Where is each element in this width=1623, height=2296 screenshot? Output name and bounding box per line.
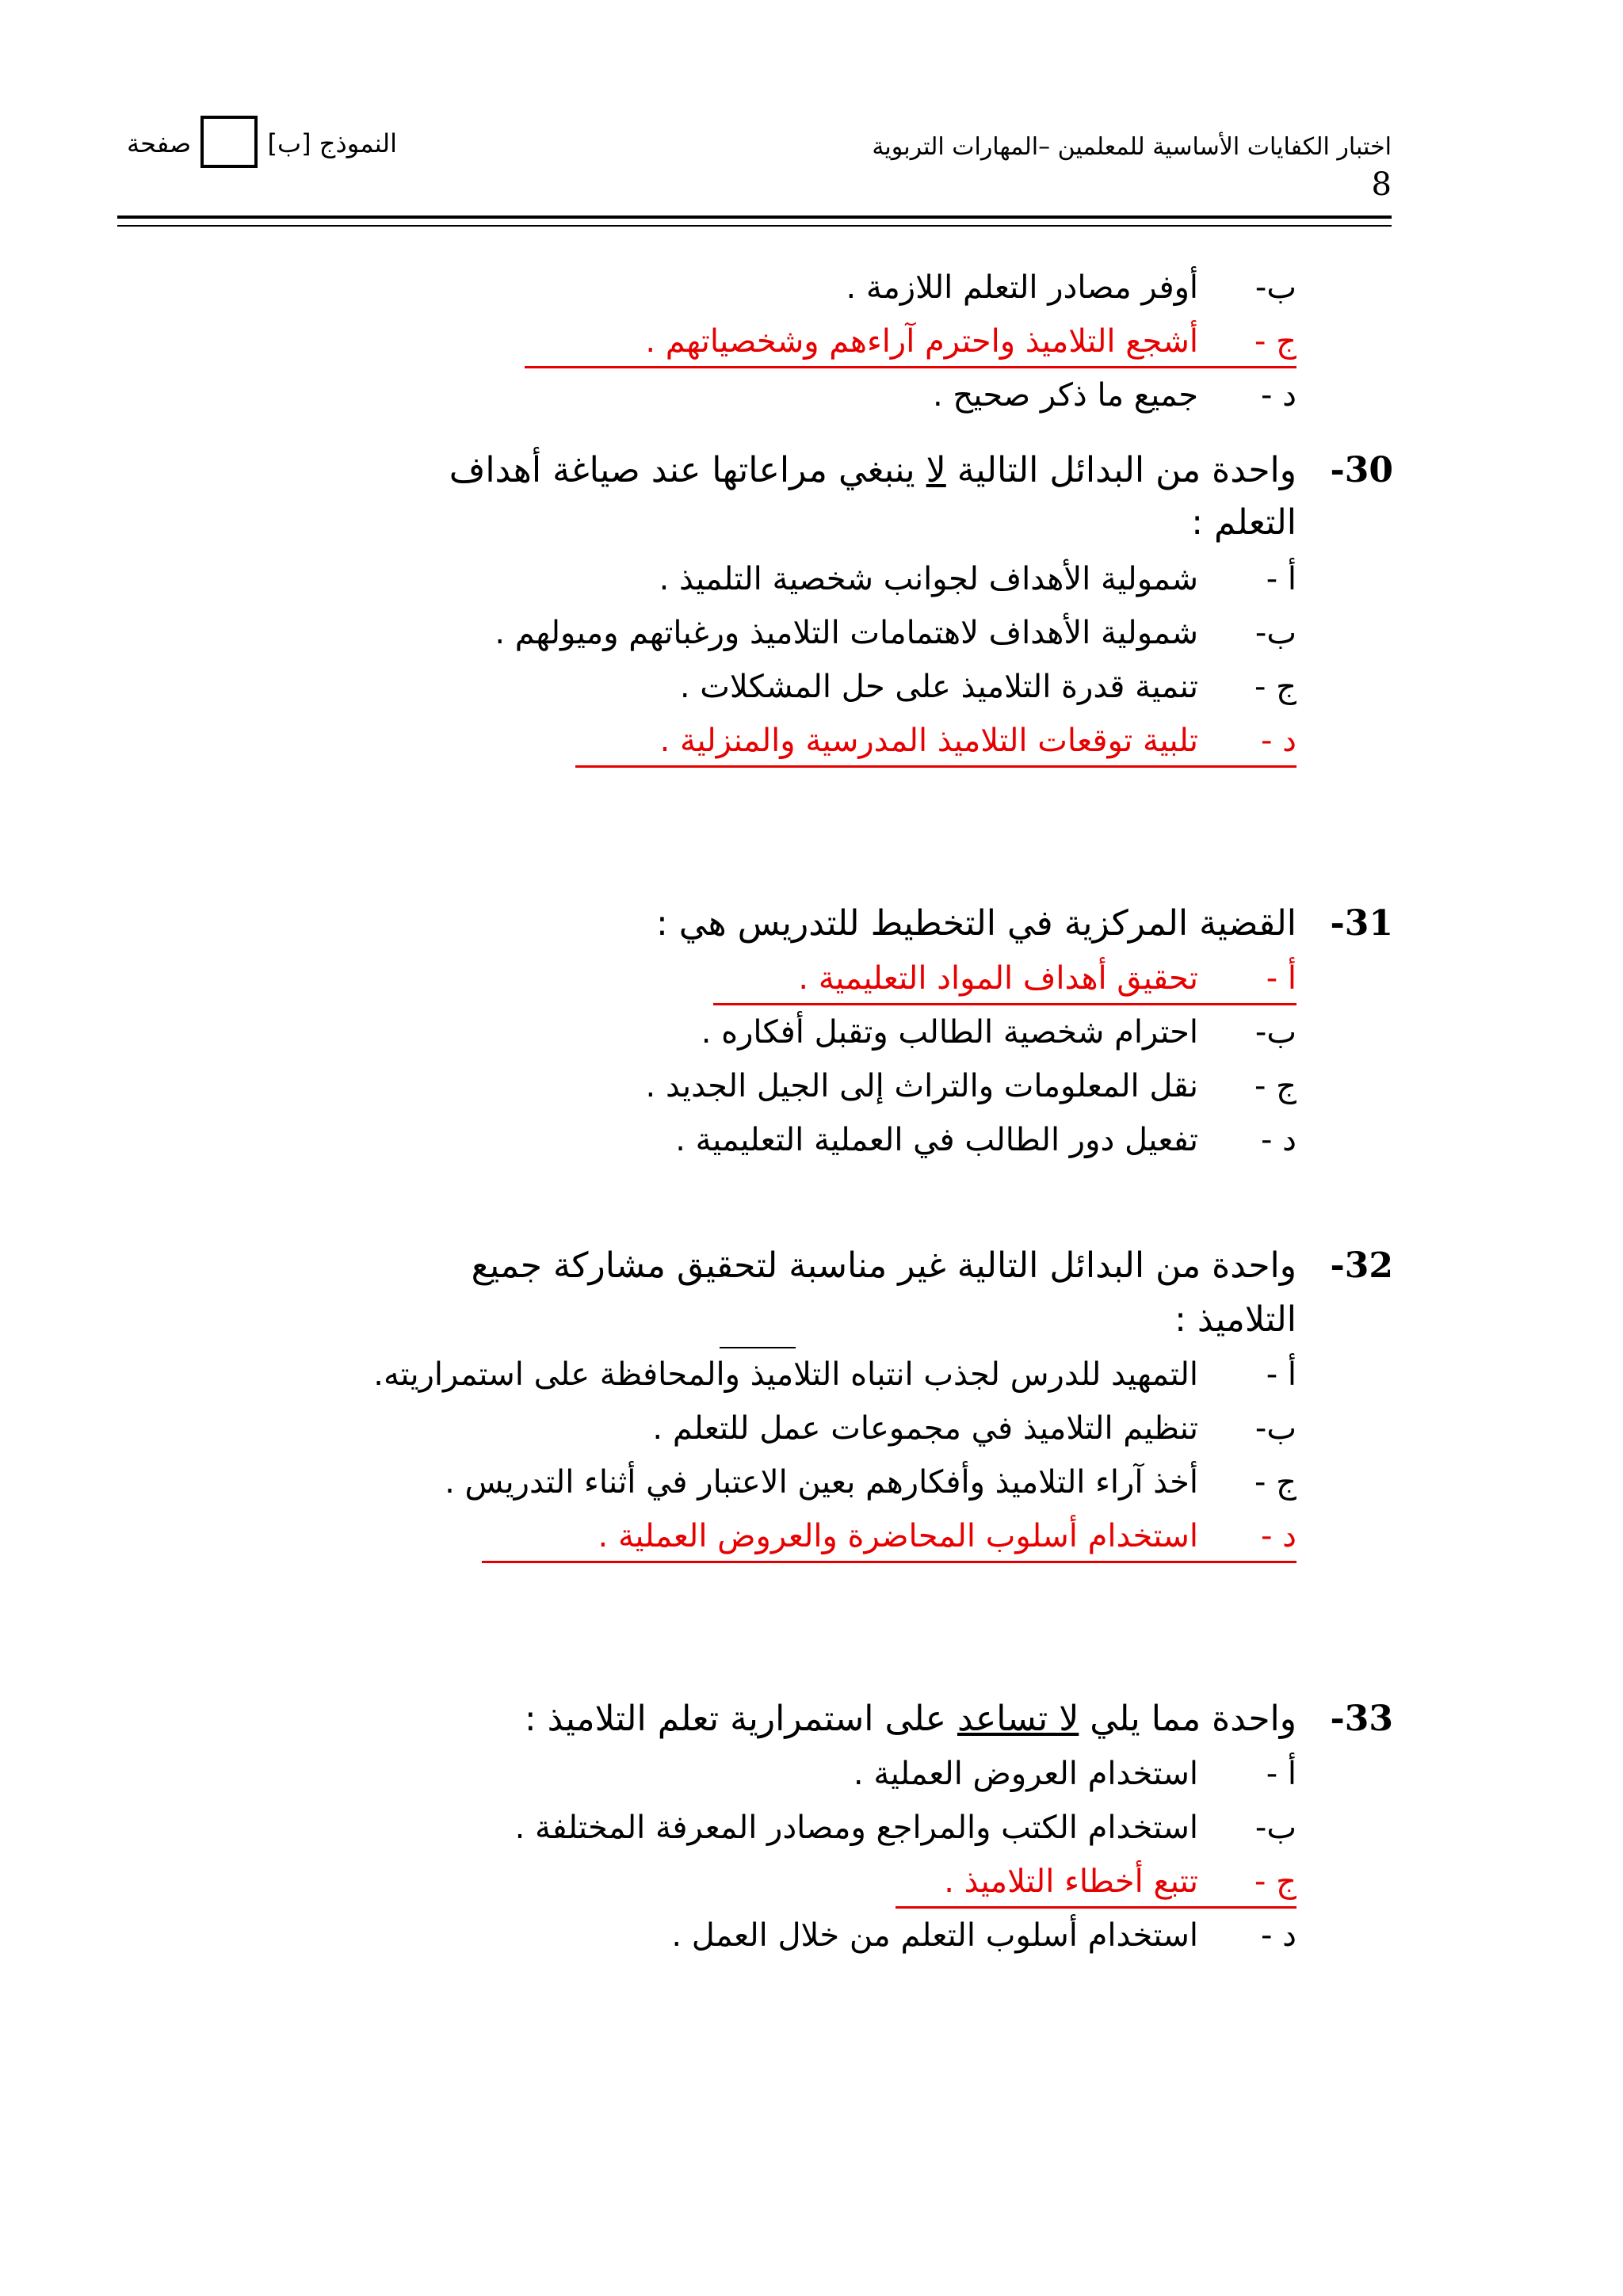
correct-underline — [482, 1561, 1296, 1563]
question-text: ينبغي مراعاتها عند صياغة أهداف — [449, 450, 915, 490]
option-text: شمولية الأهداف لاهتمامات التلاميذ ورغباتهم وميولهم . — [495, 615, 1198, 651]
option-text: استخدام أسلوب التعلم من خلال العمل . — [671, 1917, 1198, 1954]
question-text: على استمرارية تعلم التلاميذ : — [524, 1699, 946, 1739]
question-number-32: -32 — [1330, 1245, 1393, 1286]
option-label: أ - — [1266, 561, 1296, 597]
option-text: أوفر مصادر التعلم اللازمة . — [846, 269, 1198, 306]
option-text: شمولية الأهداف لجوانب شخصية التلميذ . — [659, 561, 1198, 597]
question-number-31: -31 — [1330, 903, 1393, 944]
option-label: ب- — [1254, 615, 1296, 651]
correct-underline — [896, 1906, 1296, 1909]
option-label: ج - — [1254, 1068, 1296, 1104]
question-33-line1 — [525, 1699, 1296, 1739]
blank-rule — [720, 1347, 796, 1348]
header-rule — [117, 215, 1392, 219]
option-text: أخذ آراء التلاميذ وأفكارهم بعين الاعتبار في أثناء التدريس . — [445, 1464, 1198, 1501]
question-number-30: -30 — [1330, 450, 1393, 490]
option-label: ب- — [1254, 1810, 1296, 1846]
question-text: واحدة مما يلي — [1090, 1699, 1296, 1739]
option-label: د - — [1261, 1917, 1296, 1954]
header-model — [127, 119, 397, 171]
option-text: تنظيم التلاميذ في مجموعات عمل للتعلم . — [652, 1410, 1198, 1447]
option-label: د - — [1261, 1518, 1296, 1554]
question-31-line1: القضية المركزية في التخطيط للتدريس هي : — [655, 903, 1296, 944]
option-text: تتبع أخطاء التلاميذ . — [944, 1863, 1198, 1900]
option-label: ب- — [1254, 269, 1296, 306]
page-word: صفحة — [127, 128, 192, 158]
option-label: أ - — [1266, 1356, 1296, 1393]
model-label: النموذج — [319, 128, 398, 158]
model-box — [200, 116, 258, 168]
question-32-line1: واحدة من البدائل التالية غير مناسبة لتحقيق مشاركة جميع — [471, 1245, 1296, 1286]
option-text: التمهيد للدرس لجذب انتباه التلاميذ والمحافظة على استمراريته. — [373, 1356, 1198, 1393]
option-label: د - — [1261, 377, 1296, 414]
option-text: استخدام العروض العملية . — [853, 1756, 1198, 1792]
page-number: 8 — [1371, 166, 1392, 203]
option-text: أشجع التلاميذ واحترم آراءهم وشخصياتهم . — [645, 323, 1198, 360]
option-label: ج - — [1254, 1464, 1296, 1501]
option-label: ج - — [1254, 669, 1296, 705]
question-32-line2: التلاميذ : — [1174, 1299, 1296, 1340]
option-label: د - — [1261, 1122, 1296, 1158]
option-text: تفعيل دور الطالب في العملية التعليمية . — [675, 1122, 1198, 1158]
negation-word: لا — [926, 450, 946, 490]
option-label: ج - — [1254, 323, 1296, 360]
option-label: د - — [1261, 723, 1296, 759]
option-text: تلبية توقعات التلاميذ المدرسية والمنزلية . — [659, 723, 1198, 759]
option-label: ج - — [1254, 1863, 1296, 1900]
question-30-line1 — [449, 450, 1296, 490]
header-rule-thin — [117, 225, 1392, 227]
correct-underline — [713, 1003, 1296, 1005]
negation-word: لا تساعد — [957, 1699, 1079, 1739]
question-text: واحدة من البدائل التالية — [957, 450, 1296, 490]
correct-underline — [575, 765, 1296, 768]
option-label: أ - — [1266, 1756, 1296, 1792]
option-text: استخدام الكتب والمراجع ومصادر المعرفة المختلفة . — [514, 1810, 1198, 1846]
exam-title: اختبار الكفايات الأساسية للمعلمين –المهارات التربوية — [872, 133, 1392, 161]
option-text: استخدام أسلوب المحاضرة والعروض العملية . — [598, 1518, 1198, 1554]
option-text: جميع ما ذكر صحيح . — [933, 377, 1198, 414]
option-text: تحقيق أهداف المواد التعليمية . — [798, 960, 1198, 997]
question-30-line2: التعلم : — [1191, 502, 1296, 543]
correct-underline — [525, 366, 1296, 368]
option-text: احترام شخصية الطالب وتقبل أفكاره . — [701, 1014, 1198, 1051]
option-label: أ - — [1266, 960, 1296, 997]
model-value: [ب] — [267, 128, 311, 158]
option-text: تنمية قدرة التلاميذ على حل المشكلات . — [679, 669, 1198, 705]
option-label: ب- — [1254, 1014, 1296, 1051]
option-label: ب- — [1254, 1410, 1296, 1447]
option-text: نقل المعلومات والتراث إلى الجيل الجديد . — [645, 1068, 1198, 1104]
question-number-33: -33 — [1330, 1699, 1393, 1739]
